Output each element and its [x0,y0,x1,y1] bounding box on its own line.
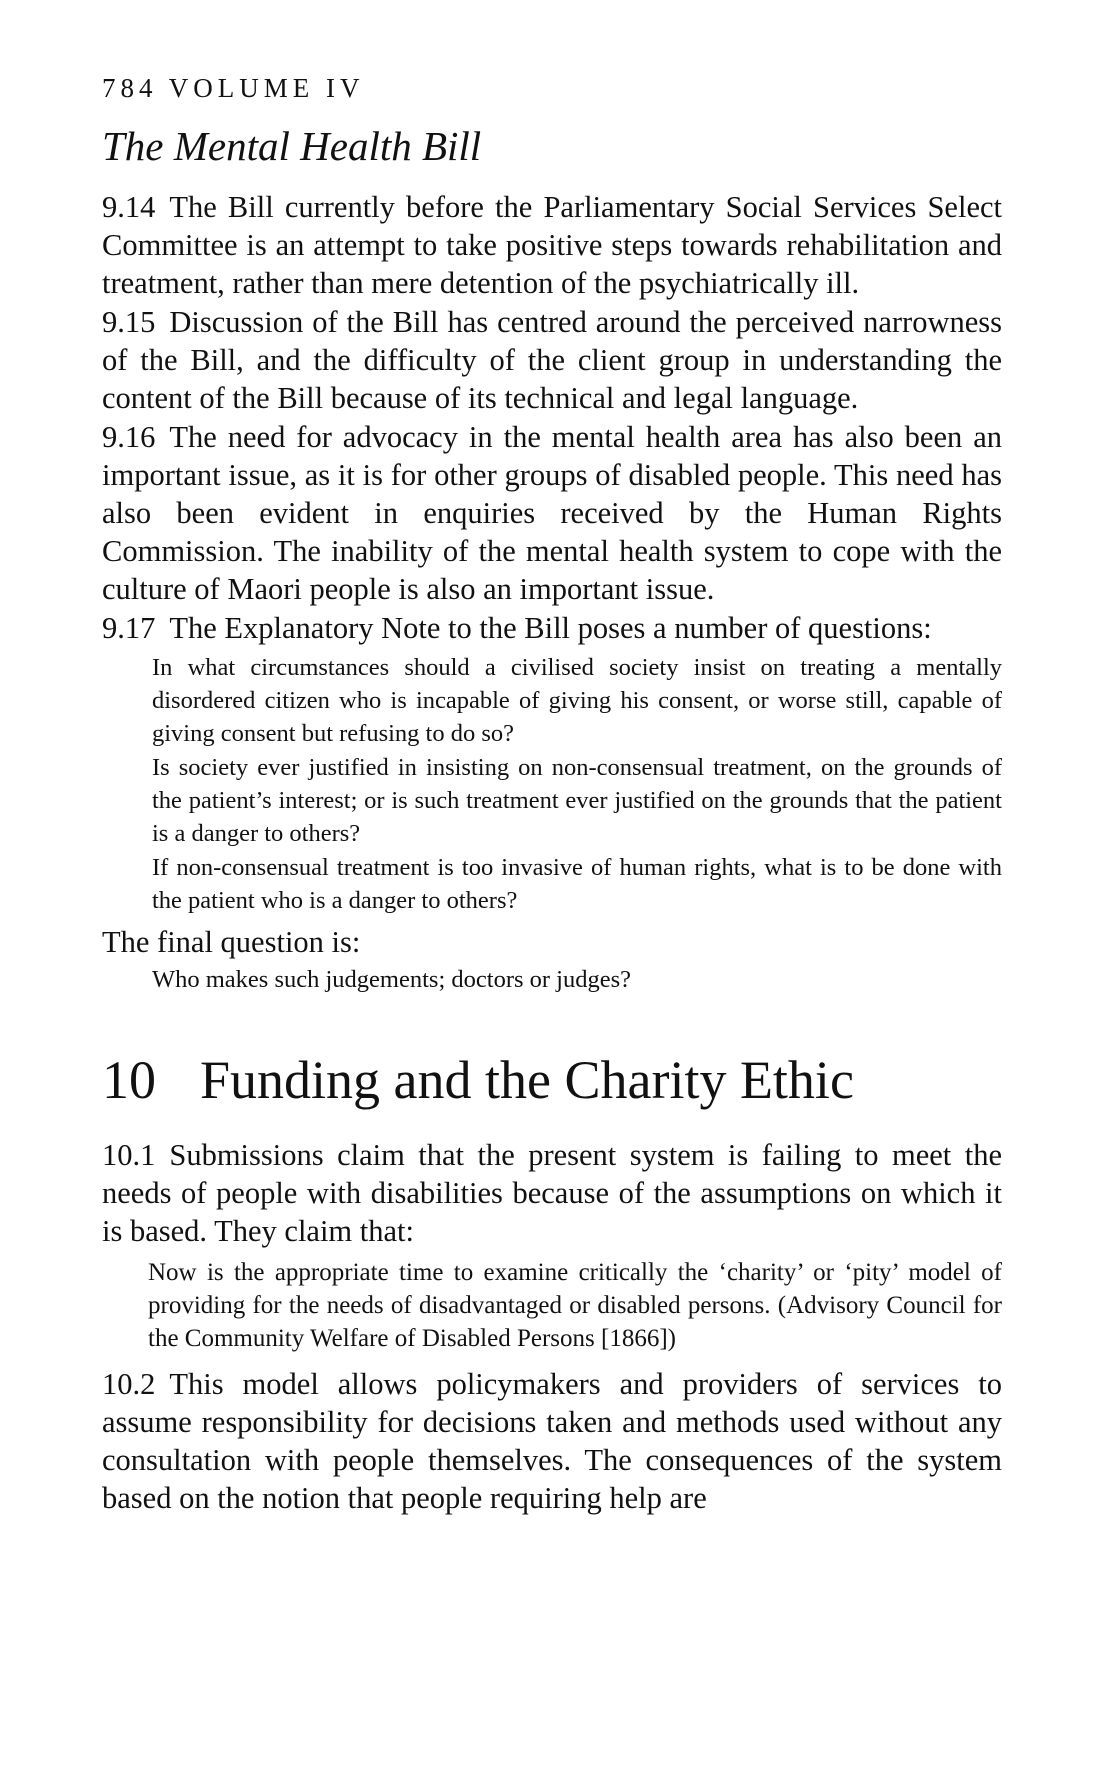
charity-quote-block [148,1256,1002,1355]
questions-block [152,651,1002,917]
paragraph-number: 9.16 [102,420,156,454]
paragraph-9-14 [102,188,1002,302]
question-item: If non-consensual treatment is too invasive of human rights, what is to be done with the patient who is a danger to others? [152,854,1002,914]
paragraph-9-16 [102,418,1002,608]
charity-quote: Now is the appropriate time to examine critically the ‘charity’ or ‘pity’ model of providing for the needs of disadvantaged or disabled persons. (Advisory Council for the Community Welfare of Disabled Persons [1866]) [148,1259,1002,1352]
final-question-intro: The final question is: [102,925,361,959]
paragraph-number: 10.1 [102,1138,156,1172]
book-page [102,70,1002,1518]
paragraph-9-17 [102,609,1002,647]
running-head: 784 VOLUME IV [102,73,365,103]
final-question: Who makes such judgements; doctors or judges? [152,966,632,993]
chapter-number: 10 [102,1050,156,1110]
paragraph-text: The need for advocacy in the mental health area has also been an important issue, as it is for other groups of disabled people. This need has also been evident in enquiries received by the Human Rights Commission. The inability of the mental health system to cope with the culture of Maori people is also an important issue. [102,420,1002,606]
paragraph-text: Discussion of the Bill has centred around the perceived narrowness of the Bill, and the difficulty of the client group in understanding the content of the Bill because of its technical and legal language. [102,305,1002,415]
paragraph-number: 9.15 [102,305,156,339]
paragraph-9-15 [102,303,1002,417]
paragraph-10-1 [102,1136,1002,1250]
paragraph-number: 9.14 [102,190,156,224]
paragraph-text: The Bill currently before the Parliamentary Social Services Select Committee is an attempt to take positive steps towards rehabilitation and treatment, rather than mere detention of the psychiatrically ill. [102,190,1002,300]
section-title: The Mental Health Bill [102,123,482,169]
paragraph-text: The Explanatory Note to the Bill poses a number of questions: [169,611,932,645]
chapter-title: Funding and the Charity Ethic [200,1050,854,1110]
chapter-heading [102,1048,1002,1112]
question-item: Is society ever justified in insisting on non-consensual treatment, on the grounds of the patient’s interest; or is such treatment ever justified on the grounds that the patient is a danger to others? [152,754,1002,847]
paragraph-text: This model allows policymakers and providers of services to assume responsibility for decisions taken and methods used without any consultation with people themselves. The consequences of the system based on the notion that people requiring help are [102,1367,1002,1515]
paragraph-10-2 [102,1365,1002,1517]
paragraph-number: 10.2 [102,1367,156,1401]
paragraph-text: Submissions claim that the present system is failing to meet the needs of people with disabilities because of the assumptions on which it is based. They claim that: [102,1138,1002,1248]
paragraph-number: 9.17 [102,611,156,645]
question-item: In what circumstances should a civilised society insist on treating a mentally disordered citizen who is incapable of giving his consent, or worse still, capable of giving consent but refusing to do so? [152,654,1002,747]
